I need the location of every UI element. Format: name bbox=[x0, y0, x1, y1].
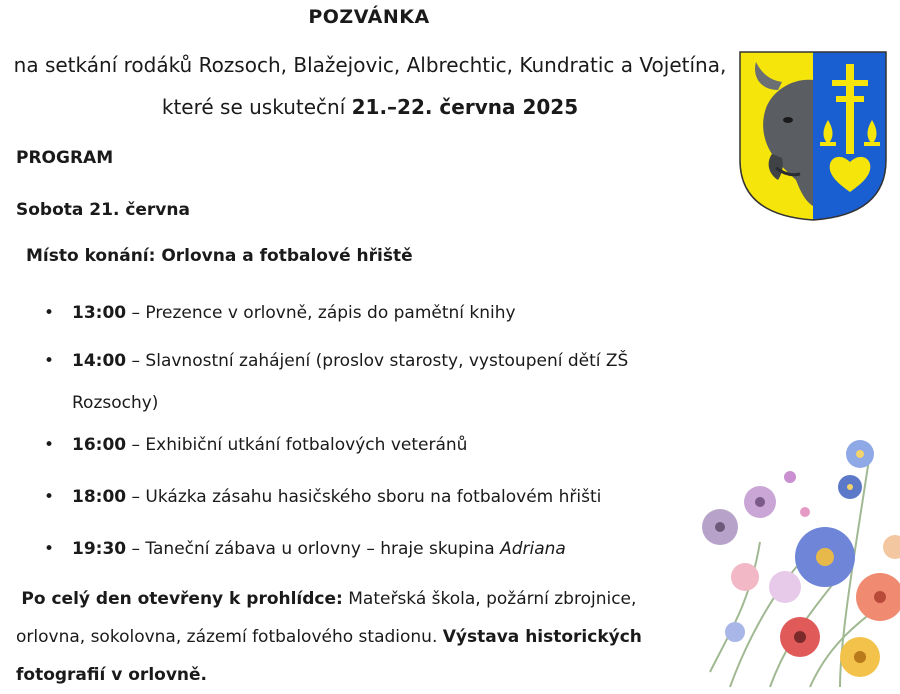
list-item bbox=[44, 340, 694, 424]
list-item bbox=[44, 424, 694, 466]
item-time: 14:00 bbox=[72, 351, 127, 371]
item-text: – Taneční zábava u orlovny – hraje skupina bbox=[126, 539, 501, 559]
list-item bbox=[44, 476, 694, 518]
item-time: 18:00 bbox=[72, 487, 127, 507]
bullet-icon: • bbox=[44, 435, 55, 455]
band-name: Adriana bbox=[500, 539, 566, 559]
bullet-icon: • bbox=[44, 351, 55, 371]
bullet-icon: • bbox=[44, 487, 55, 507]
item-time: 19:30 bbox=[72, 539, 127, 559]
item-time: 13:00 bbox=[72, 303, 127, 323]
item-text: – Exhibiční utkání fotbalových veteránů bbox=[126, 435, 468, 455]
event-date: 21.–22. června 2025 bbox=[351, 95, 579, 119]
item-text: – Prezence v orlovně, zápis do pamětní knihy bbox=[126, 303, 516, 323]
day-heading: Sobota 21. června bbox=[16, 200, 190, 220]
exhibit-note: Výstava historických fotografií v orlovně. bbox=[16, 627, 642, 685]
flower-bouquet-icon bbox=[690, 432, 900, 691]
bullet-icon: • bbox=[44, 303, 55, 323]
list-item bbox=[44, 292, 694, 334]
item-text: – Slavnostní zahájení (proslov starosty, vystoupení dětí ZŠ Rozsochy) bbox=[72, 351, 629, 413]
venue-label: Místo konání: Orlovna a fotbalové hřiště bbox=[26, 246, 413, 266]
coat-of-arms-icon bbox=[738, 50, 888, 222]
open-day-paragraph bbox=[16, 580, 696, 694]
invitation-intro bbox=[10, 44, 730, 128]
bullet-icon: • bbox=[44, 539, 55, 559]
intro-text: na setkání rodáků Rozsoch, Blažejovic, Albrechtic, Kundratic a Vojetína, které se uskuteční bbox=[13, 53, 727, 119]
list-item bbox=[44, 528, 694, 570]
open-day-label: Po celý den otevřeny k prohlídce: bbox=[21, 589, 343, 609]
page-title: POZVÁNKA bbox=[308, 6, 430, 28]
item-text: – Ukázka zásahu hasičského sboru na fotbalovém hřišti bbox=[126, 487, 602, 507]
venue-line bbox=[26, 246, 413, 266]
item-time: 16:00 bbox=[72, 435, 127, 455]
program-heading: PROGRAM bbox=[16, 148, 114, 168]
open-day-places: Mateřská škola, požární zbrojnice, orlovna, sokolovna, zázemí fotbalového stadionu. bbox=[16, 589, 637, 647]
